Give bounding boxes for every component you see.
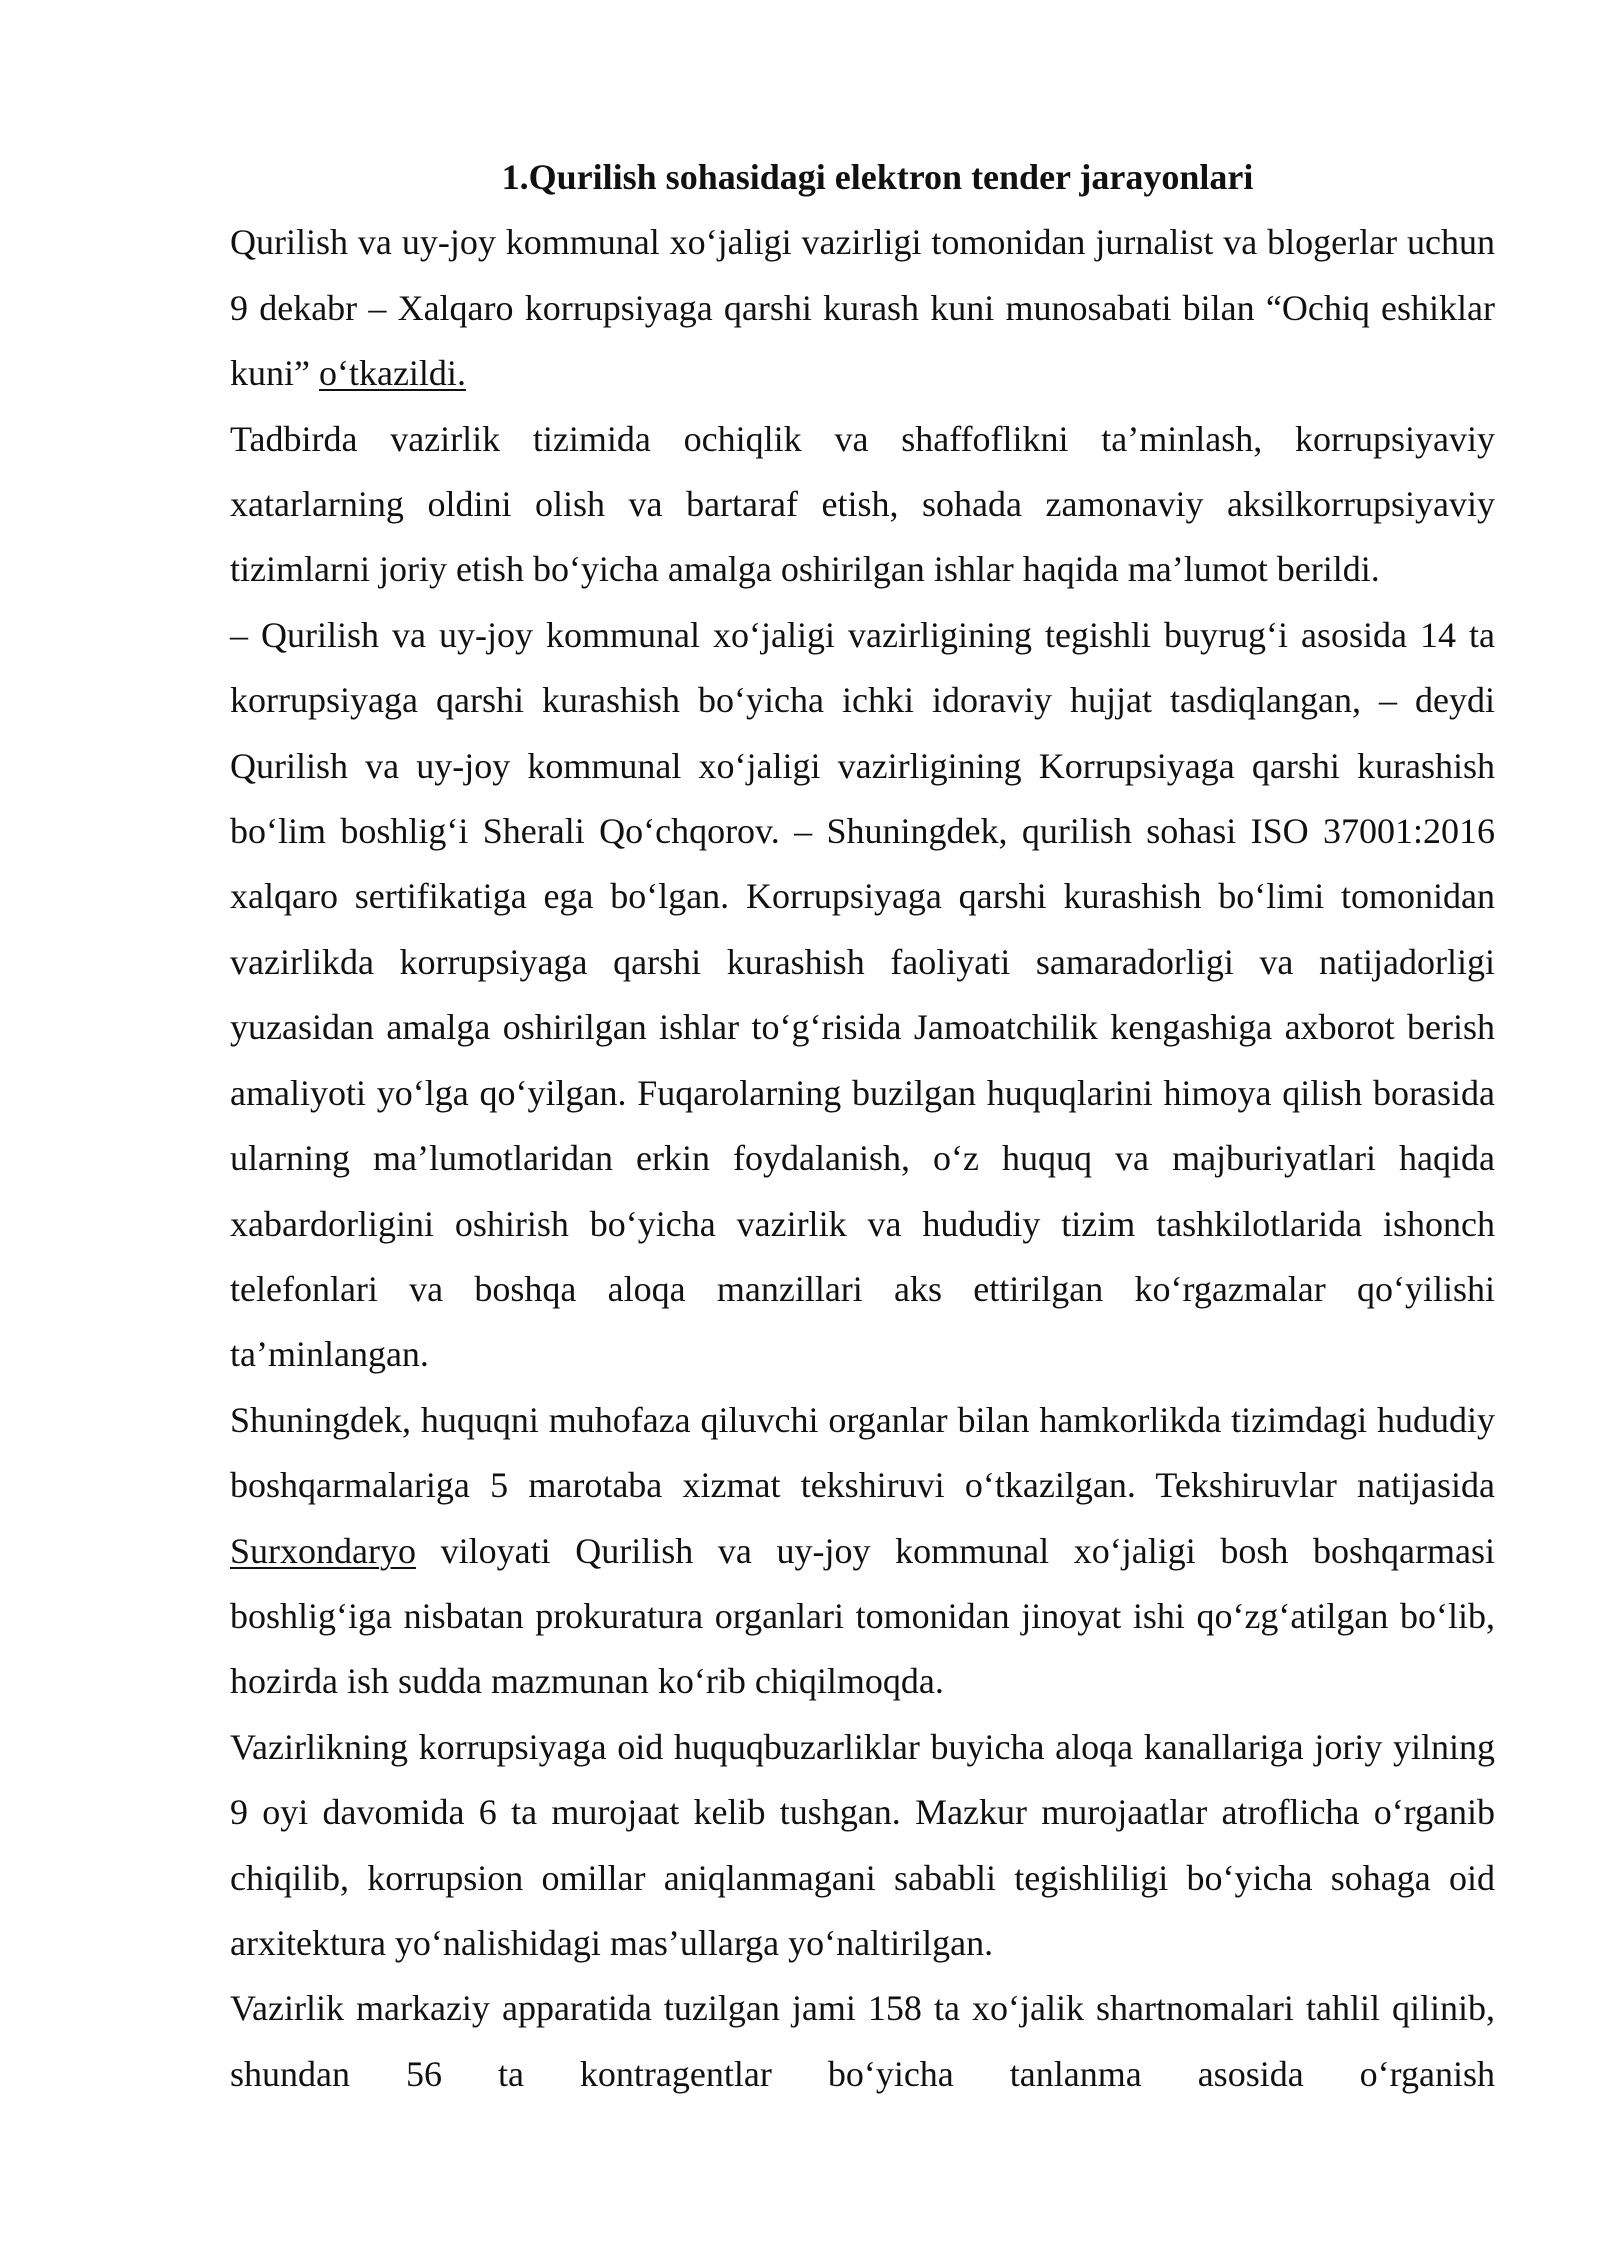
paragraph-open-doors-day xyxy=(230,210,1495,406)
paragraph-text: viloyati Qurilish va uy-joy kommunal xo‘jaligi bosh boshqarmasi boshlig‘iga nisbatan prokuratura organlari tomonidan jinoyat ishi qo‘zg‘atilgan bo‘lib, hozirda ish sudda mazmunan ko‘rib chiqilmoqda. xyxy=(230,1530,1495,1702)
document-page xyxy=(230,145,1495,2107)
paragraph-text: Shuningdek, huquqni muhofaza qiluvchi organlar bilan hamkorlikda tizimdagi hududiy boshqarmalariga 5 marotaba xizmat tekshiruvi o‘tkazilgan. Tekshiruvlar natijasida xyxy=(230,1399,1495,1506)
link-surxondaryo[interactable]: Surxondaryo xyxy=(230,1530,416,1571)
paragraph-inspections xyxy=(230,1388,1495,1715)
link-otkazildi[interactable]: o‘tkazildi. xyxy=(318,353,466,394)
paragraph-text: Qurilish va uy-joy kommunal xo‘jaligi vazirligi tomonidan jurnalist va blogerlar uchun 9 dekabr – Xalqaro korrupsiyaga qarshi kurash kuni munosabati bilan “Ochiq eshiklar kuni” xyxy=(230,222,1495,394)
paragraph-event-info: Tadbirda vazirlik tizimida ochiqlik va shaffoflikni ta’minlash, korrupsiyaviy xatarlarning oldini olish va bartaraf etish, sohada zamonaviy aksilkorrupsiyaviy tizimlarni joriy etish bo‘yicha amalga oshirilgan ishlar haqida ma’lumot berildi. xyxy=(230,418,1495,590)
paragraph-appeals: Vazirlikning korrupsiyaga oid huquqbuzarliklar buyicha aloqa kanallariga joriy yilning 9 oyi davomida 6 ta murojaat kelib tushgan. Mazkur murojaatlar atroflicha o‘rganib chiqilib, korrupsion omillar aniqlanmagani sababli tegishliligi bo‘yicha sohaga oid arxitektura yo‘nalishidagi mas’ullarga yo‘naltirilgan. xyxy=(230,1726,1495,1963)
document-title: 1.Qurilish sohasidagi elektron tender jarayonlari xyxy=(501,157,1254,197)
paragraph-contracts: Vazirlik markaziy apparatida tuzilgan jami 158 ta xo‘jalik shartnomalari tahlil qilinib, shundan 56 ta kontragentlar bo‘yicha tanlanma asosida o‘rganish xyxy=(230,1988,1495,2094)
paragraph-quote-qochqorov: – Qurilish va uy-joy kommunal xo‘jaligi vazirligining tegishli buyrug‘i asosida 14 ta korrupsiyaga qarshi kurashish bo‘yicha ichki idoraviy hujjat tasdiqlangan, – deydi Qurilish va uy-joy kommunal xo‘jaligi vazirligining Korrupsiyaga qarshi kurashish bo‘lim boshlig‘i Sherali Qo‘chqorov. – Shuningdek, qurilish sohasi ISO 37001:2016 xalqaro sertifikatiga ega bo‘lgan. Korrupsiyaga qarshi kurashish bo‘limi tomonidan vazirlikda korrupsiyaga qarshi kurashish faoliyati samaradorligi va natijadorligi yuzasidan amalga oshirilgan ishlar to‘g‘risida Jamoatchilik kengashiga axborot berish amaliyoti yo‘lga qo‘yilgan. Fuqarolarning buzilgan huquqlarini himoya qilish borasida ularning ma’lumotlaridan erkin foydalanish, o‘z huquq va majburiyatlari haqida xabardorligini oshirish bo‘yicha vazirlik va hududiy tizim tashkilotlarida ishonch telefonlari va boshqa aloqa manzillari aks ettirilgan ko‘rgazmalar qo‘yilishi ta’minlangan. xyxy=(230,614,1495,1375)
